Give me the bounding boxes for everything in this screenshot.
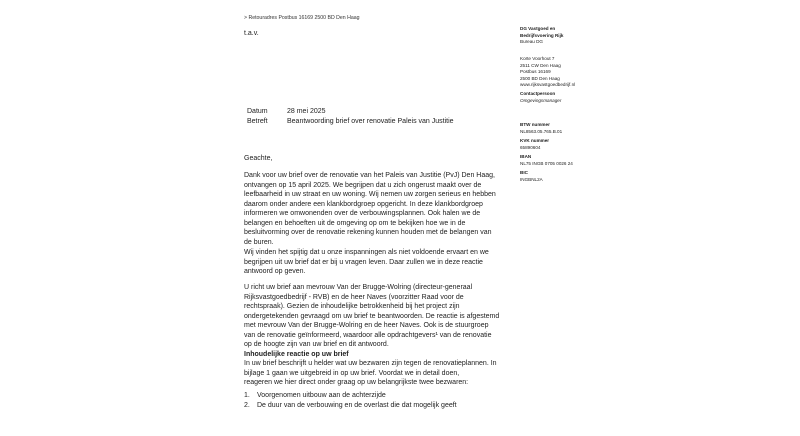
text-line: daarom onder andere een klankbordgroep opgericht. In deze klankbordgroep <box>244 200 483 208</box>
contact-block <box>520 91 610 104</box>
contact-value: Omgevingsmanager <box>520 97 562 103</box>
sender-org <box>520 26 610 46</box>
text-line: Dank voor uw brief over de renovatie van het Paleis van Justitie (PvJ) Den Haag, <box>244 172 495 179</box>
letter-meta <box>247 107 454 126</box>
list-text: De duur van de verbouwing en de overlast die dat mogelijk geeft <box>257 401 457 409</box>
kvk-label: KVK nummer <box>520 138 550 143</box>
list-number: 1. <box>244 392 250 399</box>
return-address: > Retouradres Postbus 16169 2500 BD Den Haag <box>244 15 360 21</box>
text-line: leefbaarheid in uw straat en uw woning. Wij nemen uw zorgen serieus en hebben <box>244 191 496 198</box>
salutation: Geachte, <box>244 155 273 162</box>
paragraph-4 <box>244 359 516 388</box>
date-value: 28 mei 2025 <box>287 108 326 115</box>
paragraph-2 <box>244 248 516 277</box>
text-line: van de renovatie geïnformeerd, waardoor alle opdrachtgevers¹ van de renovatie <box>244 331 492 339</box>
paragraph-1 <box>244 171 516 247</box>
text-line: belangen en behoeften uit de omgeving op om te bekijken hoe we in de <box>244 219 466 227</box>
sender-address <box>520 56 610 89</box>
iban-block <box>520 154 610 167</box>
text-line: op de hoogte zijn van uw brief en dit antwoord. <box>244 341 389 348</box>
text-line: informeren we omwonenden over de verbouwingsplannen. Ook halen we de <box>244 210 481 217</box>
website-link[interactable]: www.rijksvastgoedbedrijf.nl <box>520 82 576 88</box>
org-line: Bedrijfsvoering Rijk <box>520 32 564 38</box>
date-label: Datum <box>247 108 268 115</box>
text-line: In uw brief beschrijft u helder wat uw bezwaren zijn tegen de renovatieplannen. In <box>244 360 497 367</box>
section-heading: Inhoudelijke reactie op uw brief <box>244 351 349 358</box>
text-line: U richt uw brief aan mevrouw Van der Brugge-Wolring (directeur-generaal <box>244 284 473 291</box>
kvk-value: 65890604 <box>520 144 541 150</box>
text-line: begrijpen uit uw brief dat er bij u vragen leven. Daar zullen we in deze reactie <box>244 258 483 266</box>
subject-row <box>247 117 454 127</box>
iban-label: IBAN <box>520 154 532 159</box>
text-line: ondergetekenden gevraagd om uw brief te beantwoorden. De reactie is afgestemd <box>244 312 500 320</box>
bic-block <box>520 170 610 183</box>
address-line: 2500 BD Den Haag <box>520 75 560 81</box>
paragraph-3 <box>244 283 516 350</box>
text-line: Wij vinden het spijtig dat u onze inspanningen als niet voldoende ervaart en we <box>244 249 489 256</box>
text-line: de buren. <box>244 238 274 246</box>
btw-block <box>520 122 610 135</box>
bic-value: INGBNL2A <box>520 176 543 182</box>
text-line: bijlage 1 gaan we uitgebreid in op uw brief. Voordat we in detail doen, <box>244 369 460 377</box>
text-line: Rijksvastgoedbedrijf - RVB) en de heer Naves (voorzitter Raad voor de <box>244 293 464 301</box>
objection-list <box>244 391 516 410</box>
btw-label: BTW nummer <box>520 122 550 127</box>
list-text: Voorgenomen uitbouw aan de achterzijde <box>257 392 386 399</box>
text-line: antwoord op geven. <box>244 268 306 275</box>
text-line: rechtspraak). Gezien de inhoudelijke betrokkenheid bij het project zijn <box>244 303 460 310</box>
address-line: Postbus 16169 <box>520 69 551 75</box>
subject-label: Betreft <box>247 117 268 125</box>
text-line: met mevrouw Van der Brugge-Wolring en de heer Naves. Ook is de stuurgroep <box>244 322 489 329</box>
text-line: besluitvorming over de renovatie rekening kunnen houden met de belangen van <box>244 229 492 236</box>
list-number: 2. <box>244 401 250 409</box>
address-line: Korte Voorhout 7 <box>520 56 555 61</box>
org-line: DG Vastgoed en <box>520 26 556 31</box>
addressee: t.a.v. <box>244 30 259 37</box>
bic-label: BIC <box>520 170 528 175</box>
kvk-block <box>520 138 610 151</box>
btw-value: NL8563.05.765.B.01 <box>520 128 563 134</box>
iban-value: NL75 INGB 0705 0026 24 <box>520 160 573 166</box>
subject-value: Beantwoording brief over renovatie Paleis van Justitie <box>287 117 454 125</box>
org-line: Bureau DG <box>520 39 543 45</box>
address-line: 2511 CW Den Haag <box>520 62 561 68</box>
list-item <box>244 391 516 401</box>
text-line: ontvangen op 15 april 2025. We begrijpen dat u zich ongerust maakt over de <box>244 181 482 189</box>
contact-label: Contactpersoon <box>520 91 556 96</box>
list-item <box>244 401 516 411</box>
date-row <box>247 107 454 117</box>
text-line: reageren we hier direct onder graag op uw belangrijkste twee bezwaren: <box>244 379 469 386</box>
